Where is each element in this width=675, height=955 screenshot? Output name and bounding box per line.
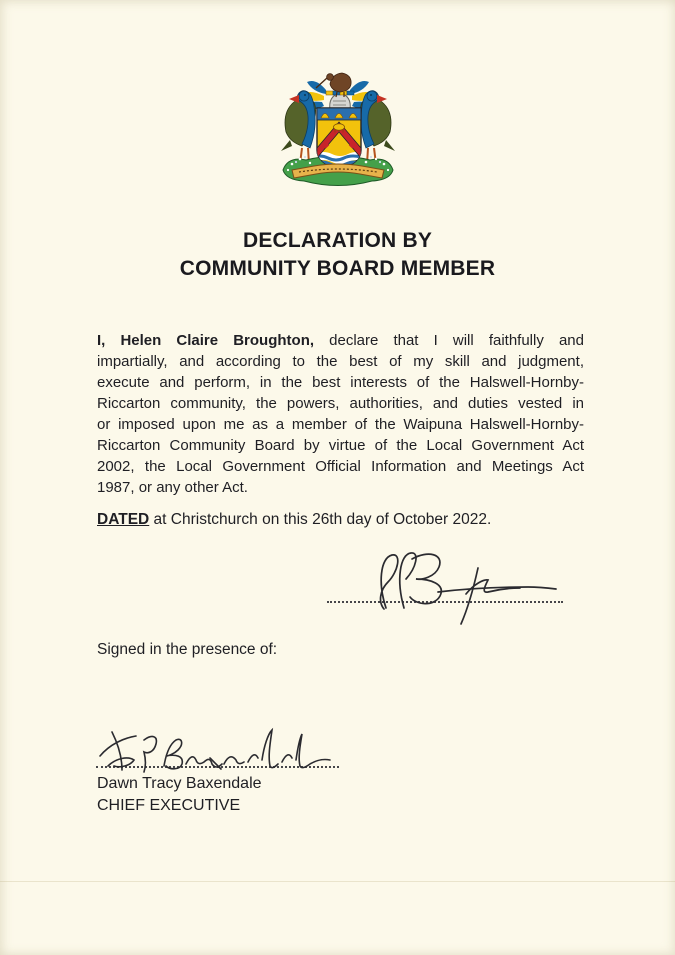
witness-details	[97, 773, 262, 817]
witness-name: Dawn Tracy Baxendale	[97, 775, 262, 792]
title-line-2: COMMUNITY BOARD MEMBER	[179, 257, 496, 280]
declaration-paragraph	[97, 330, 584, 498]
declaration-line: 1987, or any other Act.	[97, 479, 248, 496]
declaration-line: Riccarton community, the powers, authorities, and duties vested in	[97, 395, 584, 412]
witness-signature	[92, 722, 342, 780]
declaration-line: Riccarton Community Board by virtue of the Local Government Act	[97, 437, 584, 454]
declaration-line: I, Helen Claire Broughton, declare that I will faithfully and	[97, 332, 584, 349]
member-signature	[328, 546, 563, 631]
dated-line	[97, 511, 584, 529]
declarant-name: I, Helen Claire Broughton,	[97, 332, 315, 349]
coat-of-arms-icon	[280, 66, 396, 194]
declaration-line: or imposed upon me as a member of the Waipuna Halswell-Hornby-	[97, 416, 584, 433]
paper-crease	[0, 881, 675, 882]
dated-text: at Christchurch on this 26th day of October 2022.	[149, 511, 492, 528]
declaration-line: execute and perform, in the best interests of the Halswell-Hornby-	[97, 374, 584, 391]
declaration-line: impartially, and according to the best of my skill and judgment,	[97, 353, 584, 370]
declaration-line: 2002, the Local Government Official Information and Meetings Act	[97, 458, 584, 475]
witness-heading: Signed in the presence of:	[97, 641, 278, 658]
witness-role: CHIEF EXECUTIVE	[97, 797, 241, 814]
dated-label: DATED	[97, 511, 150, 528]
document-title	[0, 227, 675, 283]
title-line-1: DECLARATION BY	[242, 229, 433, 252]
